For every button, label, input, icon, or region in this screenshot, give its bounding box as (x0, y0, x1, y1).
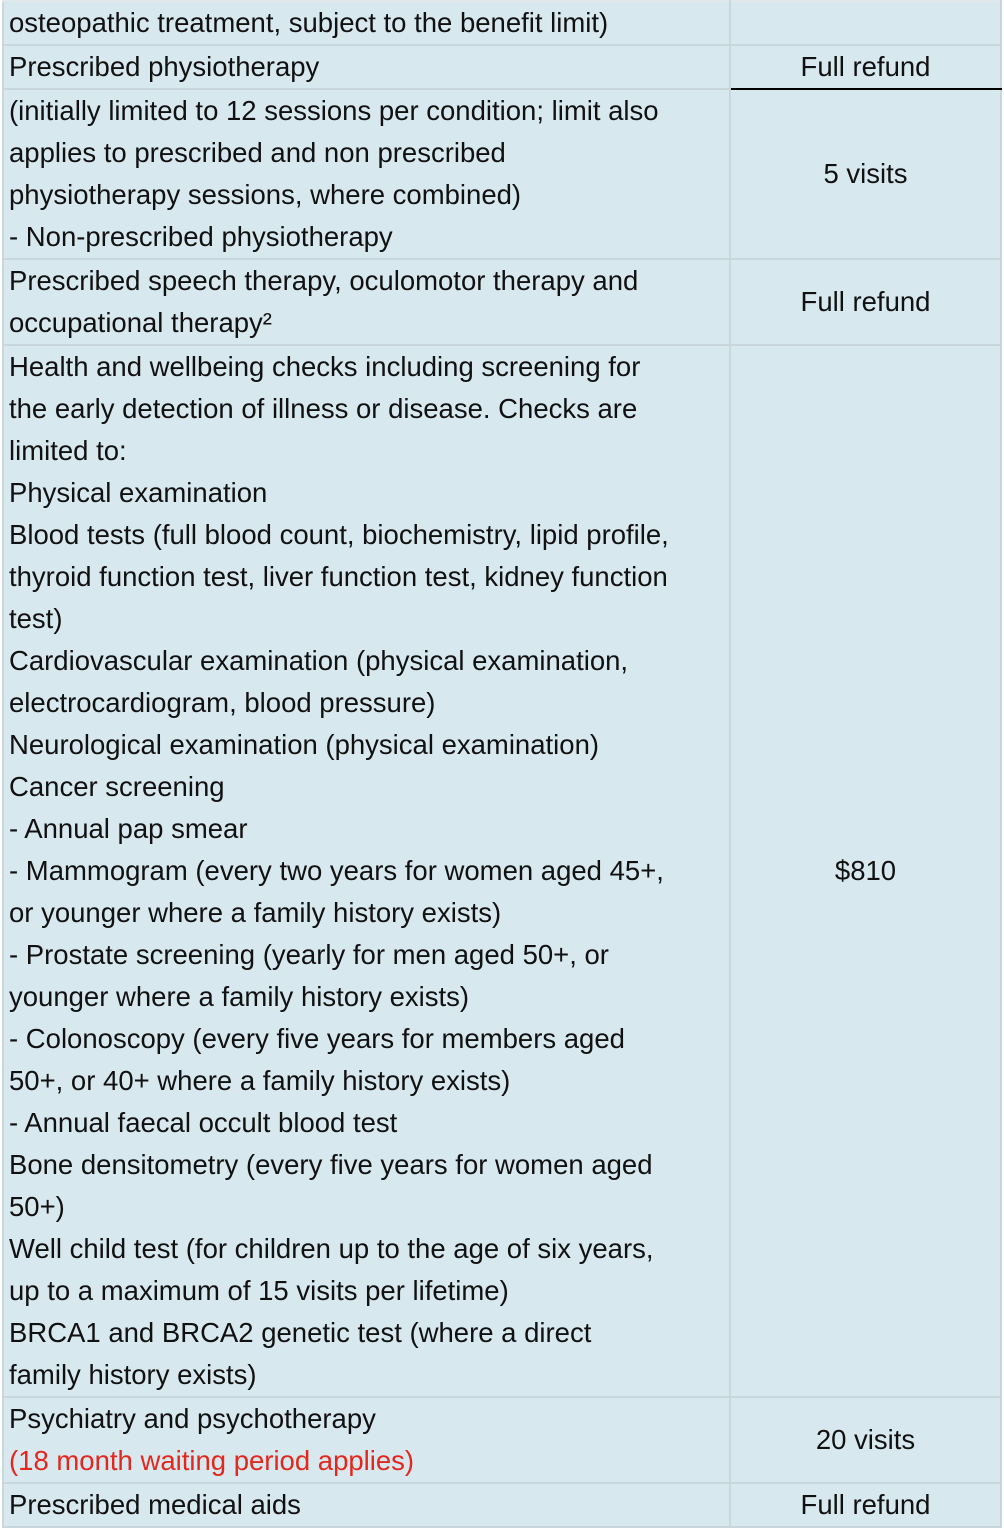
description-line: Health and wellbeing checks including screening for (9, 351, 641, 382)
description-line: Prescribed medical aids (9, 1489, 301, 1520)
description-line: 50+) (9, 1191, 65, 1222)
table-row (3, 1483, 1001, 1527)
description-line: Cardiovascular examination (physical examination, (9, 645, 629, 676)
description-line: up to a maximum of 15 visits per lifetime) (9, 1275, 509, 1306)
description-line: younger where a family history exists) (9, 981, 470, 1012)
description-line: - Annual faecal occult blood test (9, 1107, 398, 1138)
description-line: or younger where a family history exists) (9, 897, 502, 928)
waiting-period-note: (18 month waiting period applies) (9, 1445, 415, 1476)
table-row (3, 1, 1001, 45)
benefits-table-body (3, 1, 1001, 1527)
benefit-limit (730, 1, 1001, 45)
description-line: - Annual pap smear (9, 813, 248, 844)
benefit-description (3, 1397, 730, 1483)
description-line: (initially limited to 12 sessions per condition; limit also (9, 95, 659, 126)
benefit-limit: $810 (730, 345, 1001, 1397)
benefit-description (3, 1, 730, 45)
description-line: Physical examination (9, 477, 268, 508)
benefit-description (3, 45, 730, 89)
description-line: Psychiatry and psychotherapy (9, 1403, 376, 1434)
description-line: thyroid function test, liver function test, kidney function (9, 561, 668, 592)
description-line: applies to prescribed and non prescribed (9, 137, 506, 168)
description-line: Cancer screening (9, 771, 225, 802)
description-line: occupational therapy² (9, 307, 272, 338)
description-line: BRCA1 and BRCA2 genetic test (where a direct (9, 1317, 592, 1348)
description-line: electrocardiogram, blood pressure) (9, 687, 436, 718)
description-line: - Mammogram (every two years for women aged 45+, (9, 855, 664, 886)
table-row (3, 45, 1001, 89)
benefit-limit: Full refund (730, 45, 1001, 89)
benefit-description (3, 1483, 730, 1527)
description-line: limited to: (9, 435, 127, 466)
description-line: - Prostate screening (yearly for men aged 50+, or (9, 939, 609, 970)
benefit-description (3, 89, 730, 259)
description-line: Prescribed speech therapy, oculomotor therapy and (9, 265, 639, 296)
benefit-limit: Full refund (730, 1483, 1001, 1527)
table-row (3, 345, 1001, 1397)
benefit-description (3, 345, 730, 1397)
description-line: - Colonoscopy (every five years for members aged (9, 1023, 625, 1054)
table-row (3, 89, 1001, 259)
benefit-limit: 5 visits (730, 89, 1001, 259)
benefits-table (2, 0, 1002, 1528)
description-line: 50+, or 40+ where a family history exists) (9, 1065, 511, 1096)
description-line: Bone densitometry (every five years for women aged (9, 1149, 653, 1180)
description-line: test) (9, 603, 63, 634)
description-line: the early detection of illness or disease. Checks are (9, 393, 638, 424)
benefit-description (3, 259, 730, 345)
table-row (3, 1397, 1001, 1483)
benefit-limit: 20 visits (730, 1397, 1001, 1483)
description-line: osteopathic treatment, subject to the benefit limit) (9, 7, 609, 38)
description-line: Well child test (for children up to the age of six years, (9, 1233, 654, 1264)
description-line: - Non-prescribed physiotherapy (9, 221, 393, 252)
description-line: Neurological examination (physical examination) (9, 729, 600, 760)
benefit-limit: Full refund (730, 259, 1001, 345)
description-line: physiotherapy sessions, where combined) (9, 179, 522, 210)
description-line: family history exists) (9, 1359, 257, 1390)
description-line: Blood tests (full blood count, biochemistry, lipid profile, (9, 519, 669, 550)
description-line: Prescribed physiotherapy (9, 51, 320, 82)
table-row (3, 259, 1001, 345)
